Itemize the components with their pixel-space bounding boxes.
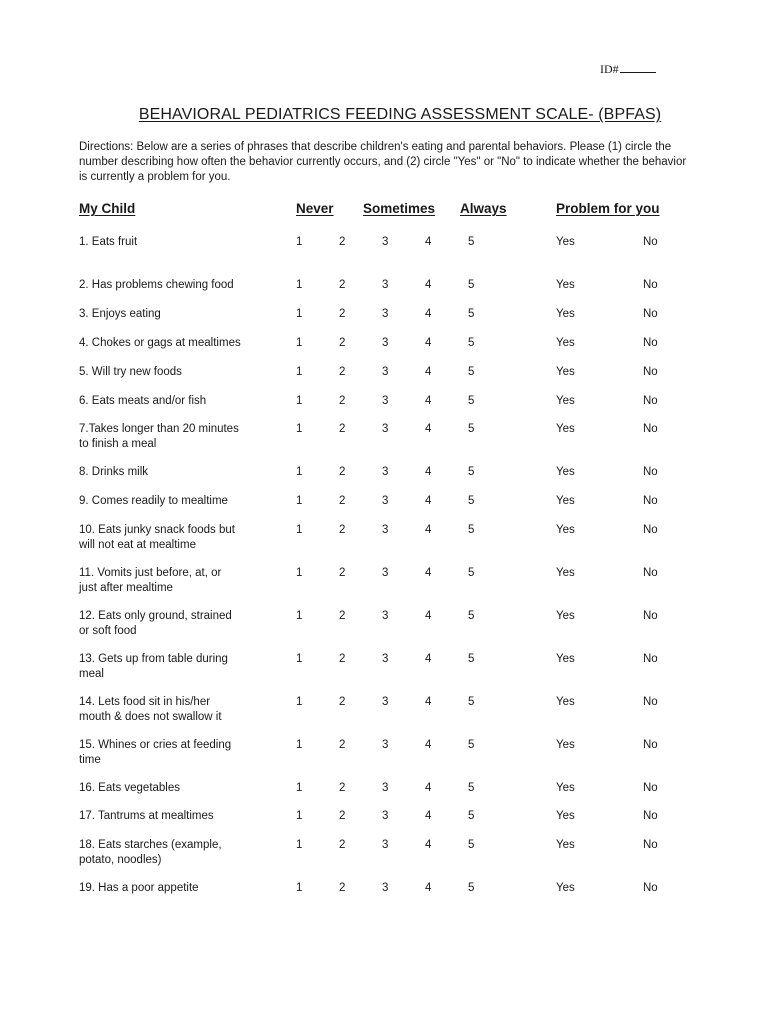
- problem-no-option[interactable]: No: [643, 466, 658, 478]
- frequency-option-2[interactable]: 2: [339, 524, 346, 536]
- frequency-option-3[interactable]: 3: [382, 610, 389, 622]
- problem-no-option[interactable]: No: [643, 782, 658, 794]
- problem-yes-option[interactable]: Yes: [556, 337, 575, 349]
- frequency-option-4[interactable]: 4: [425, 782, 432, 794]
- header-my-child: My Child: [79, 201, 136, 216]
- page-title: [0, 106, 768, 124]
- frequency-option-2[interactable]: 2: [339, 366, 346, 378]
- frequency-option-1[interactable]: 1: [296, 610, 303, 622]
- frequency-option-4[interactable]: 4: [425, 279, 432, 291]
- frequency-option-3[interactable]: 3: [382, 739, 389, 751]
- problem-yes-option[interactable]: Yes: [556, 567, 575, 579]
- problem-yes-option[interactable]: Yes: [556, 739, 575, 751]
- frequency-option-1[interactable]: 1: [296, 366, 303, 378]
- assessment-item-row: [0, 609, 768, 643]
- problem-yes-option[interactable]: Yes: [556, 782, 575, 794]
- id-blank-line: [620, 62, 656, 73]
- frequency-option-2[interactable]: 2: [339, 466, 346, 478]
- problem-yes-option[interactable]: Yes: [556, 279, 575, 291]
- frequency-option-4[interactable]: 4: [425, 524, 432, 536]
- frequency-option-4[interactable]: 4: [425, 423, 432, 435]
- directions-text: Directions: Below are a series of phrases that describe children's eating and parental behaviors. Please (1) circle the number describing how often the behavior currently occurs, and (2) circle "Yes" or "No" to indicate whether the behavior is currently a problem for you.: [79, 141, 687, 183]
- problem-no-option[interactable]: No: [643, 567, 658, 579]
- problem-no-option[interactable]: No: [643, 395, 658, 407]
- frequency-option-3[interactable]: 3: [382, 236, 389, 248]
- item-label: 9. Comes readily to mealtime: [79, 495, 228, 507]
- problem-yes-option[interactable]: Yes: [556, 495, 575, 507]
- item-label: 5. Will try new foods: [79, 366, 182, 378]
- frequency-option-2[interactable]: 2: [339, 495, 346, 507]
- id-field: [600, 62, 656, 77]
- header-sometimes: Sometimes: [363, 201, 436, 216]
- frequency-option-3[interactable]: 3: [382, 366, 389, 378]
- frequency-option-4[interactable]: 4: [425, 696, 432, 708]
- problem-yes-option[interactable]: Yes: [556, 308, 575, 320]
- frequency-option-3[interactable]: 3: [382, 567, 389, 579]
- item-label: 1. Eats fruit: [79, 236, 138, 248]
- header-always: Always: [460, 201, 507, 216]
- frequency-option-2[interactable]: 2: [339, 696, 346, 708]
- frequency-option-4[interactable]: 4: [425, 567, 432, 579]
- frequency-option-4[interactable]: 4: [425, 739, 432, 751]
- frequency-option-5[interactable]: 5: [468, 495, 475, 507]
- item-label: 2. Has problems chewing food: [79, 279, 234, 291]
- frequency-option-5[interactable]: 5: [468, 739, 475, 751]
- problem-yes-option[interactable]: Yes: [556, 882, 575, 894]
- assessment-item-row: [0, 695, 768, 729]
- frequency-option-5[interactable]: 5: [468, 524, 475, 536]
- assessment-item-row: [0, 738, 768, 772]
- frequency-option-1[interactable]: 1: [296, 395, 303, 407]
- problem-yes-option[interactable]: Yes: [556, 610, 575, 622]
- frequency-option-4[interactable]: 4: [425, 653, 432, 665]
- item-label: 6. Eats meats and/or fish: [79, 395, 207, 407]
- frequency-option-2[interactable]: 2: [339, 782, 346, 794]
- frequency-option-5[interactable]: 5: [468, 653, 475, 665]
- frequency-option-4[interactable]: 4: [425, 495, 432, 507]
- frequency-option-2[interactable]: 2: [339, 423, 346, 435]
- frequency-option-3[interactable]: 3: [382, 524, 389, 536]
- problem-no-option[interactable]: No: [643, 524, 658, 536]
- frequency-option-2[interactable]: 2: [339, 610, 346, 622]
- assessment-item-row: [0, 523, 768, 557]
- frequency-option-1[interactable]: 1: [296, 466, 303, 478]
- frequency-option-5[interactable]: 5: [468, 395, 475, 407]
- frequency-option-1[interactable]: 1: [296, 567, 303, 579]
- frequency-option-3[interactable]: 3: [382, 839, 389, 851]
- frequency-option-1[interactable]: 1: [296, 653, 303, 665]
- item-label: 8. Drinks milk: [79, 466, 149, 478]
- item-label: 10. Eats junky snack foods but will not eat at mealtime: [79, 524, 235, 551]
- frequency-option-1[interactable]: 1: [296, 337, 303, 349]
- problem-yes-option[interactable]: Yes: [556, 524, 575, 536]
- frequency-option-3[interactable]: 3: [382, 423, 389, 435]
- frequency-option-4[interactable]: 4: [425, 610, 432, 622]
- frequency-option-5[interactable]: 5: [468, 337, 475, 349]
- frequency-option-3[interactable]: 3: [382, 395, 389, 407]
- item-label: 7.Takes longer than 20 minutes to finish a meal: [79, 423, 239, 450]
- assessment-item-row: [0, 566, 768, 600]
- problem-no-option[interactable]: No: [643, 236, 658, 248]
- frequency-option-2[interactable]: 2: [339, 567, 346, 579]
- assessment-item-row: [0, 652, 768, 686]
- problem-yes-option[interactable]: Yes: [556, 366, 575, 378]
- frequency-option-2[interactable]: 2: [339, 279, 346, 291]
- assessment-item-row: [0, 235, 768, 269]
- frequency-option-1[interactable]: 1: [296, 279, 303, 291]
- item-label: 12. Eats only ground, strained or soft food: [79, 610, 232, 637]
- problem-no-option[interactable]: No: [643, 610, 658, 622]
- item-label: 4. Chokes or gags at mealtimes: [79, 337, 241, 349]
- id-label-text: ID#: [600, 62, 619, 76]
- frequency-option-1[interactable]: 1: [296, 782, 303, 794]
- header-problem-for-you: Problem for you: [556, 201, 660, 216]
- frequency-option-1[interactable]: 1: [296, 882, 303, 894]
- frequency-option-2[interactable]: 2: [339, 337, 346, 349]
- frequency-option-3[interactable]: 3: [382, 495, 389, 507]
- frequency-option-1[interactable]: 1: [296, 739, 303, 751]
- frequency-option-2[interactable]: 2: [339, 810, 346, 822]
- frequency-option-3[interactable]: 3: [382, 882, 389, 894]
- problem-yes-option[interactable]: Yes: [556, 395, 575, 407]
- assessment-item-row: [0, 838, 768, 872]
- item-label: 14. Lets food sit in his/her mouth & does not swallow it: [79, 696, 222, 723]
- frequency-option-3[interactable]: 3: [382, 810, 389, 822]
- frequency-option-5[interactable]: 5: [468, 839, 475, 851]
- frequency-option-5[interactable]: 5: [468, 308, 475, 320]
- frequency-option-4[interactable]: 4: [425, 308, 432, 320]
- problem-yes-option[interactable]: Yes: [556, 466, 575, 478]
- item-label: 19. Has a poor appetite: [79, 882, 199, 894]
- frequency-option-2[interactable]: 2: [339, 653, 346, 665]
- frequency-option-3[interactable]: 3: [382, 466, 389, 478]
- frequency-option-4[interactable]: 4: [425, 366, 432, 378]
- problem-no-option[interactable]: No: [643, 366, 658, 378]
- header-never: Never: [296, 201, 334, 216]
- item-label: 15. Whines or cries at feeding time: [79, 739, 232, 766]
- problem-no-option[interactable]: No: [643, 696, 658, 708]
- frequency-option-1[interactable]: 1: [296, 495, 303, 507]
- frequency-option-1[interactable]: 1: [296, 308, 303, 320]
- problem-yes-option[interactable]: Yes: [556, 810, 575, 822]
- frequency-option-1[interactable]: 1: [296, 810, 303, 822]
- problem-yes-option[interactable]: Yes: [556, 839, 575, 851]
- problem-no-option[interactable]: No: [643, 739, 658, 751]
- frequency-option-5[interactable]: 5: [468, 236, 475, 248]
- frequency-option-4[interactable]: 4: [425, 337, 432, 349]
- problem-no-option[interactable]: No: [643, 308, 658, 320]
- item-label: 13. Gets up from table during meal: [79, 653, 228, 680]
- problem-yes-option[interactable]: Yes: [556, 423, 575, 435]
- item-label: 16. Eats vegetables: [79, 782, 181, 794]
- frequency-option-3[interactable]: 3: [382, 308, 389, 320]
- frequency-option-3[interactable]: 3: [382, 696, 389, 708]
- frequency-option-4[interactable]: 4: [425, 466, 432, 478]
- assessment-item-row: [0, 422, 768, 456]
- frequency-option-5[interactable]: 5: [468, 366, 475, 378]
- frequency-option-4[interactable]: 4: [425, 236, 432, 248]
- frequency-option-3[interactable]: 3: [382, 279, 389, 291]
- frequency-option-2[interactable]: 2: [339, 739, 346, 751]
- problem-no-option[interactable]: No: [643, 839, 658, 851]
- frequency-option-5[interactable]: 5: [468, 610, 475, 622]
- frequency-option-2[interactable]: 2: [339, 236, 346, 248]
- frequency-option-5[interactable]: 5: [468, 423, 475, 435]
- page-title-text: BEHAVIORAL PEDIATRICS FEEDING ASSESSMENT SCALE- (BPFAS): [138, 106, 662, 123]
- problem-no-option[interactable]: No: [643, 337, 658, 349]
- problem-no-option[interactable]: No: [643, 653, 658, 665]
- problem-no-option[interactable]: No: [643, 495, 658, 507]
- frequency-option-2[interactable]: 2: [339, 882, 346, 894]
- frequency-option-5[interactable]: 5: [468, 466, 475, 478]
- frequency-option-5[interactable]: 5: [468, 810, 475, 822]
- frequency-option-5[interactable]: 5: [468, 696, 475, 708]
- frequency-option-4[interactable]: 4: [425, 395, 432, 407]
- frequency-option-4[interactable]: 4: [425, 810, 432, 822]
- frequency-option-5[interactable]: 5: [468, 882, 475, 894]
- item-label: 11. Vomits just before, at, or just after mealtime: [79, 567, 222, 594]
- frequency-option-1[interactable]: 1: [296, 839, 303, 851]
- frequency-option-2[interactable]: 2: [339, 839, 346, 851]
- item-label: 3. Enjoys eating: [79, 308, 161, 320]
- frequency-option-5[interactable]: 5: [468, 279, 475, 291]
- frequency-option-1[interactable]: 1: [296, 524, 303, 536]
- problem-no-option[interactable]: No: [643, 279, 658, 291]
- frequency-option-3[interactable]: 3: [382, 782, 389, 794]
- problem-no-option[interactable]: No: [643, 882, 658, 894]
- frequency-option-2[interactable]: 2: [339, 395, 346, 407]
- frequency-option-2[interactable]: 2: [339, 308, 346, 320]
- frequency-option-1[interactable]: 1: [296, 696, 303, 708]
- problem-no-option[interactable]: No: [643, 810, 658, 822]
- problem-yes-option[interactable]: Yes: [556, 696, 575, 708]
- problem-no-option[interactable]: No: [643, 423, 658, 435]
- frequency-option-5[interactable]: 5: [468, 567, 475, 579]
- assessment-item-row: [0, 881, 768, 915]
- item-label: 17. Tantrums at mealtimes: [79, 810, 214, 822]
- problem-yes-option[interactable]: Yes: [556, 653, 575, 665]
- frequency-option-1[interactable]: 1: [296, 423, 303, 435]
- frequency-option-3[interactable]: 3: [382, 337, 389, 349]
- frequency-option-5[interactable]: 5: [468, 782, 475, 794]
- frequency-option-4[interactable]: 4: [425, 882, 432, 894]
- frequency-option-4[interactable]: 4: [425, 839, 432, 851]
- problem-yes-option[interactable]: Yes: [556, 236, 575, 248]
- column-header-row: [0, 201, 768, 221]
- item-label: 18. Eats starches (example, potato, noodles): [79, 839, 222, 866]
- frequency-option-3[interactable]: 3: [382, 653, 389, 665]
- frequency-option-1[interactable]: 1: [296, 236, 303, 248]
